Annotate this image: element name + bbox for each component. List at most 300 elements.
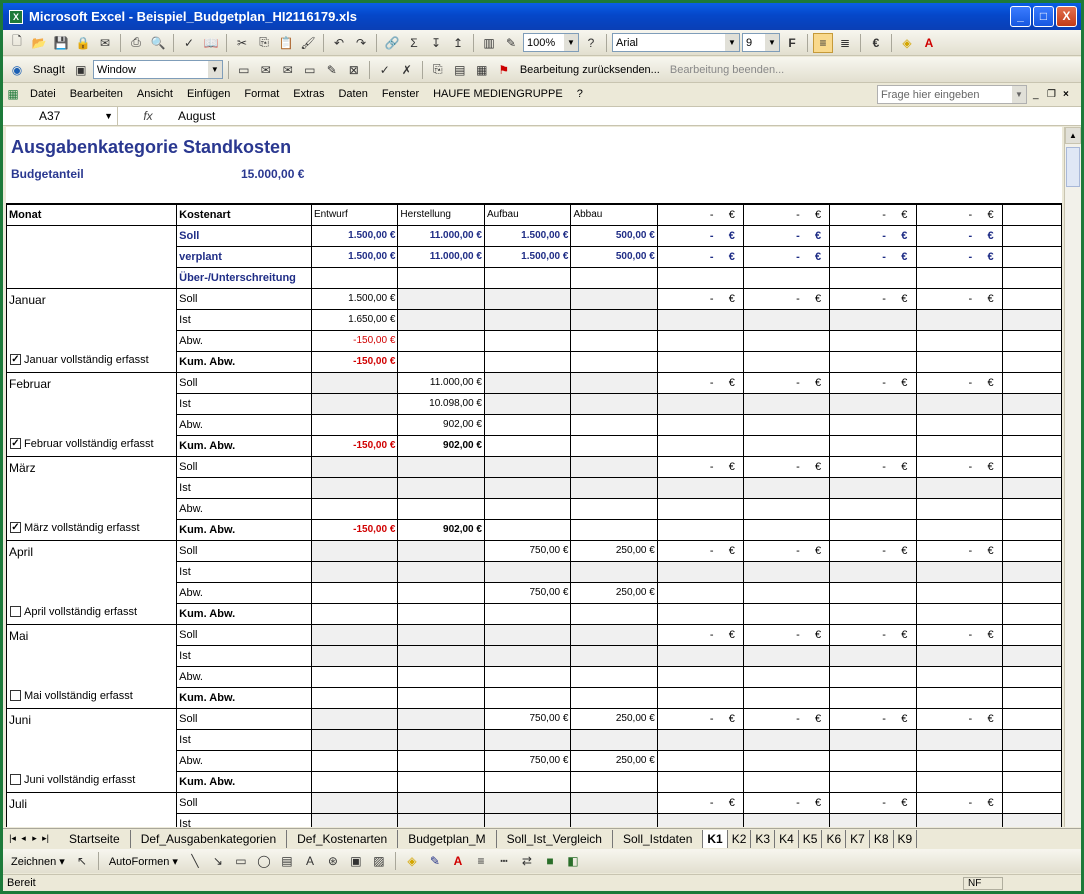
- review-icon-5[interactable]: ✎: [326, 62, 337, 77]
- scroll-thumb[interactable]: [1066, 147, 1080, 187]
- justify-icon[interactable]: ≣: [839, 35, 851, 50]
- window-combo[interactable]: [93, 60, 223, 79]
- sheet-tab[interactable]: Budgetplan_M: [398, 830, 496, 848]
- soll-value[interactable]: [398, 540, 485, 561]
- kum-value[interactable]: [571, 771, 657, 792]
- empty-cell[interactable]: [484, 813, 570, 827]
- worksheet[interactable]: [6, 127, 1062, 827]
- header-kostenart[interactable]: Kostenart: [177, 204, 312, 225]
- soll-value[interactable]: [484, 456, 570, 477]
- kum-value[interactable]: [398, 687, 485, 708]
- soll-label[interactable]: Soll: [177, 372, 312, 393]
- abw-label[interactable]: Abw.: [177, 582, 312, 603]
- empty-cell[interactable]: [657, 561, 743, 582]
- ist-value[interactable]: [398, 645, 485, 666]
- sort-asc-icon[interactable]: ↧: [430, 35, 442, 50]
- kum-value[interactable]: [398, 771, 485, 792]
- empty-cost-cell[interactable]: [744, 225, 830, 246]
- empty-cell[interactable]: [1002, 225, 1061, 246]
- empty-cell[interactable]: [1002, 750, 1061, 771]
- empty-cell[interactable]: [830, 771, 916, 792]
- kum-value[interactable]: 902,00 €: [398, 519, 485, 540]
- soll-value[interactable]: [398, 708, 485, 729]
- kum-value[interactable]: [484, 435, 570, 456]
- abw-value[interactable]: [311, 414, 397, 435]
- abw-value[interactable]: 902,00 €: [398, 414, 485, 435]
- month-complete-checkbox[interactable]: [10, 606, 137, 618]
- abw-value[interactable]: [311, 582, 397, 603]
- ist-value[interactable]: [484, 309, 570, 330]
- review-icon-7[interactable]: ✓: [379, 62, 390, 77]
- menu-help[interactable]: ?: [576, 88, 583, 100]
- empty-cost-cell[interactable]: [657, 225, 743, 246]
- empty-cell[interactable]: [830, 498, 916, 519]
- empty-cell[interactable]: [657, 351, 743, 372]
- ist-value[interactable]: [311, 561, 397, 582]
- empty-cell[interactable]: [916, 351, 1002, 372]
- oval-icon[interactable]: ◯: [257, 854, 271, 868]
- fill-color-icon[interactable]: ◈: [407, 854, 417, 868]
- arrow-style-icon[interactable]: ⇄: [521, 854, 532, 868]
- month-complete-checkbox[interactable]: [10, 690, 133, 702]
- vertical-scrollbar[interactable]: [1064, 127, 1081, 827]
- empty-cost-cell[interactable]: [830, 225, 916, 246]
- sheet-tab[interactable]: K6: [822, 830, 846, 848]
- ist-label[interactable]: Ist: [177, 477, 312, 498]
- empty-cell[interactable]: [744, 813, 830, 827]
- empty-cell[interactable]: [657, 498, 743, 519]
- empty-cell[interactable]: [1002, 687, 1061, 708]
- empty-cell[interactable]: [657, 393, 743, 414]
- empty-cell[interactable]: [830, 267, 916, 288]
- empty-cell[interactable]: [744, 729, 830, 750]
- minimize-button[interactable]: _: [1010, 6, 1031, 27]
- empty-cost-cell[interactable]: [916, 288, 1002, 309]
- empty-cell[interactable]: [744, 666, 830, 687]
- empty-cell[interactable]: [1002, 456, 1061, 477]
- empty-cell[interactable]: [916, 582, 1002, 603]
- permission-icon[interactable]: 🔒: [75, 35, 91, 50]
- kum-value[interactable]: -150,00 €: [311, 435, 397, 456]
- empty-cost-cell[interactable]: [657, 288, 743, 309]
- kum-label[interactable]: Kum. Abw.: [177, 435, 312, 456]
- abw-value[interactable]: 250,00 €: [571, 582, 657, 603]
- empty-cost-cell[interactable]: [830, 792, 916, 813]
- verplant-value[interactable]: 1.500,00 €: [484, 246, 570, 267]
- close-button[interactable]: X: [1056, 6, 1077, 27]
- soll-value[interactable]: [398, 288, 485, 309]
- empty-cost-cell[interactable]: [916, 204, 1002, 225]
- empty-cell[interactable]: [830, 750, 916, 771]
- empty-cell[interactable]: [1002, 414, 1061, 435]
- shadow-icon[interactable]: ■: [546, 854, 554, 868]
- header-c2[interactable]: Herstellung: [398, 204, 485, 225]
- empty-cost-cell[interactable]: [744, 456, 830, 477]
- sheet-tab[interactable]: Soll_Istdaten: [613, 830, 703, 848]
- abw-value[interactable]: [571, 330, 657, 351]
- font-color-icon[interactable]: A: [453, 854, 463, 868]
- verplant-value[interactable]: 500,00 €: [571, 246, 657, 267]
- paste-icon[interactable]: 📋: [278, 35, 294, 50]
- empty-cost-cell[interactable]: [830, 372, 916, 393]
- abw-label[interactable]: Abw.: [177, 666, 312, 687]
- abw-value[interactable]: [398, 750, 485, 771]
- sheet-tab[interactable]: K5: [799, 830, 823, 848]
- menu-einfuegen[interactable]: Einfügen: [186, 88, 231, 100]
- kum-label[interactable]: Kum. Abw.: [177, 351, 312, 372]
- empty-cell[interactable]: [744, 330, 830, 351]
- empty-cell[interactable]: [1002, 708, 1061, 729]
- soll-value[interactable]: [311, 540, 397, 561]
- email-icon[interactable]: ✉: [99, 35, 111, 50]
- sheet-tab[interactable]: K9: [894, 830, 918, 848]
- autoformen-menu[interactable]: AutoFormen ▾: [108, 855, 178, 868]
- ist-value[interactable]: [311, 477, 397, 498]
- euro-button[interactable]: €: [872, 35, 880, 50]
- ist-value[interactable]: [398, 729, 485, 750]
- kum-value[interactable]: [398, 603, 485, 624]
- kum-value[interactable]: [571, 687, 657, 708]
- abw-value[interactable]: [484, 330, 570, 351]
- soll-label[interactable]: Soll: [177, 624, 312, 645]
- new-icon[interactable]: 🗋: [12, 34, 22, 48]
- abw-value[interactable]: [398, 582, 485, 603]
- empty-cell[interactable]: [744, 351, 830, 372]
- empty-cell[interactable]: [916, 477, 1002, 498]
- empty-cell[interactable]: [311, 792, 397, 813]
- empty-cell[interactable]: [744, 435, 830, 456]
- empty-cost-cell[interactable]: [744, 540, 830, 561]
- help-icon[interactable]: ?: [587, 35, 595, 50]
- rectangle-icon[interactable]: ▭: [235, 854, 247, 868]
- textbox-icon[interactable]: ▤: [281, 854, 293, 868]
- empty-cell[interactable]: [1002, 603, 1061, 624]
- snagit-button[interactable]: SnagIt: [33, 63, 65, 76]
- zoom-combo[interactable]: [523, 33, 579, 52]
- doc-minimize-icon[interactable]: _: [1033, 88, 1039, 100]
- checkmark-icon[interactable]: ✓: [11, 354, 20, 365]
- soll-value[interactable]: [484, 624, 570, 645]
- empty-cell[interactable]: [1002, 624, 1061, 645]
- abw-value[interactable]: [571, 666, 657, 687]
- soll-value[interactable]: [311, 708, 397, 729]
- checkmark-icon[interactable]: ✓: [11, 438, 20, 449]
- empty-cell[interactable]: [744, 477, 830, 498]
- wordart-icon[interactable]: A: [305, 854, 314, 868]
- empty-cell[interactable]: [830, 603, 916, 624]
- kum-value[interactable]: [484, 603, 570, 624]
- empty-cell[interactable]: [744, 498, 830, 519]
- doc-close-icon[interactable]: ×: [1063, 88, 1069, 100]
- soll-value[interactable]: 250,00 €: [571, 708, 657, 729]
- review-icon-1[interactable]: ▭: [238, 62, 250, 77]
- review-icon-11[interactable]: ▦: [476, 62, 488, 77]
- empty-cell[interactable]: [830, 330, 916, 351]
- empty-cell[interactable]: [1002, 792, 1061, 813]
- chart-wizard-icon[interactable]: ▥: [483, 35, 495, 50]
- ist-value[interactable]: 10.098,00 €: [398, 393, 485, 414]
- menu-haufe[interactable]: HAUFE MEDIENGRUPPE: [433, 88, 563, 100]
- empty-cell[interactable]: [1002, 288, 1061, 309]
- empty-cell[interactable]: [657, 645, 743, 666]
- month-cell[interactable]: [7, 540, 177, 624]
- empty-cell[interactable]: [1002, 204, 1061, 225]
- hyperlink-icon[interactable]: 🔗: [384, 35, 400, 50]
- abw-value[interactable]: [398, 498, 485, 519]
- month-complete-checkbox[interactable]: [10, 522, 140, 534]
- empty-cell[interactable]: [1002, 393, 1061, 414]
- empty-cell[interactable]: [1002, 519, 1061, 540]
- soll-value[interactable]: 1.500,00 €: [484, 225, 570, 246]
- empty-cost-cell[interactable]: [916, 708, 1002, 729]
- line-color-icon[interactable]: ✎: [429, 854, 440, 868]
- empty-cell[interactable]: [744, 393, 830, 414]
- checkbox-empty-icon[interactable]: [10, 774, 21, 785]
- kum-value[interactable]: -150,00 €: [311, 351, 397, 372]
- empty-cell[interactable]: [830, 561, 916, 582]
- header-c4[interactable]: Abbau: [571, 204, 657, 225]
- last-tab-icon[interactable]: ▸|: [42, 833, 49, 843]
- soll-value[interactable]: [484, 288, 570, 309]
- empty-cell[interactable]: [830, 687, 916, 708]
- ist-value[interactable]: [311, 729, 397, 750]
- review-icon-10[interactable]: ▤: [454, 62, 466, 77]
- kum-label[interactable]: Kum. Abw.: [177, 519, 312, 540]
- empty-cell[interactable]: [657, 309, 743, 330]
- soll-value[interactable]: 250,00 €: [571, 540, 657, 561]
- empty-cost-cell[interactable]: [830, 540, 916, 561]
- empty-cell[interactable]: [311, 267, 397, 288]
- print-preview-icon[interactable]: 🔍: [150, 35, 166, 50]
- abw-value[interactable]: -150,00 €: [311, 330, 397, 351]
- empty-cell[interactable]: [657, 477, 743, 498]
- month-complete-checkbox[interactable]: [10, 438, 154, 450]
- empty-cell[interactable]: [657, 813, 743, 827]
- empty-cell[interactable]: [657, 267, 743, 288]
- month-cell[interactable]: [7, 624, 177, 708]
- empty-cell[interactable]: [830, 477, 916, 498]
- abw-value[interactable]: [571, 498, 657, 519]
- empty-cell[interactable]: [657, 750, 743, 771]
- empty-cell[interactable]: [744, 771, 830, 792]
- ist-value[interactable]: [398, 309, 485, 330]
- zeichnen-menu[interactable]: Zeichnen ▾: [11, 855, 65, 868]
- empty-cell[interactable]: [398, 792, 485, 813]
- kum-value[interactable]: [484, 771, 570, 792]
- soll-value[interactable]: [398, 624, 485, 645]
- soll-value[interactable]: [571, 372, 657, 393]
- empty-cost-cell[interactable]: [657, 204, 743, 225]
- snagit-icon[interactable]: ◉: [11, 62, 23, 77]
- end-edit-button[interactable]: Bearbeitung beenden...: [669, 63, 785, 76]
- empty-cost-cell[interactable]: [744, 792, 830, 813]
- maximize-button[interactable]: □: [1033, 6, 1054, 27]
- empty-cell[interactable]: [916, 267, 1002, 288]
- ist-value[interactable]: [484, 561, 570, 582]
- empty-cost-cell[interactable]: [916, 624, 1002, 645]
- sheet-tab[interactable]: K8: [870, 830, 894, 848]
- empty-cell[interactable]: [657, 771, 743, 792]
- empty-cell[interactable]: [657, 666, 743, 687]
- abw-value[interactable]: [484, 666, 570, 687]
- ist-label[interactable]: Ist: [177, 813, 312, 827]
- soll-label[interactable]: Soll: [177, 225, 312, 246]
- empty-cell[interactable]: [1002, 561, 1061, 582]
- month-cell[interactable]: Juli: [7, 792, 177, 827]
- soll-value[interactable]: [571, 624, 657, 645]
- menu-fenster[interactable]: Fenster: [381, 88, 420, 100]
- sheet-tab[interactable]: Soll_Ist_Vergleich: [497, 830, 613, 848]
- empty-cost-cell[interactable]: [830, 246, 916, 267]
- month-cell[interactable]: [7, 708, 177, 792]
- line-style-icon[interactable]: ≡: [477, 854, 485, 868]
- soll-value[interactable]: [398, 456, 485, 477]
- kum-value[interactable]: [571, 519, 657, 540]
- empty-cost-cell[interactable]: [916, 792, 1002, 813]
- empty-cell[interactable]: [916, 393, 1002, 414]
- ist-label[interactable]: Ist: [177, 393, 312, 414]
- empty-cell[interactable]: [916, 498, 1002, 519]
- sheet-tab[interactable]: K4: [775, 830, 799, 848]
- empty-cell[interactable]: [657, 435, 743, 456]
- checkmark-icon[interactable]: ✓: [11, 522, 20, 533]
- menu-daten[interactable]: Daten: [338, 88, 368, 100]
- sheet-tab[interactable]: K7: [846, 830, 870, 848]
- empty-cell[interactable]: [657, 519, 743, 540]
- soll-value[interactable]: 11.000,00 €: [398, 225, 485, 246]
- workbook-icon[interactable]: ▦: [7, 87, 19, 101]
- empty-cell[interactable]: [830, 393, 916, 414]
- abw-value[interactable]: [398, 666, 485, 687]
- empty-cell[interactable]: [1002, 309, 1061, 330]
- open-icon[interactable]: 📂: [31, 35, 47, 50]
- empty-cost-cell[interactable]: [830, 708, 916, 729]
- empty-cell[interactable]: [916, 309, 1002, 330]
- name-box[interactable]: [3, 107, 118, 125]
- month-cell[interactable]: [7, 288, 177, 372]
- prev-tab-icon[interactable]: ◂: [21, 833, 26, 843]
- empty-cost-cell[interactable]: [657, 540, 743, 561]
- ist-value[interactable]: [398, 477, 485, 498]
- kum-value[interactable]: [311, 771, 397, 792]
- review-icon-8[interactable]: ✗: [401, 62, 412, 77]
- empty-cell[interactable]: [916, 750, 1002, 771]
- menu-extras[interactable]: Extras: [293, 88, 325, 100]
- empty-cell[interactable]: [744, 750, 830, 771]
- sort-desc-icon[interactable]: ↥: [452, 35, 464, 50]
- empty-cell[interactable]: [744, 561, 830, 582]
- review-icon-4[interactable]: ▭: [304, 62, 316, 77]
- abw-label[interactable]: Abw.: [177, 498, 312, 519]
- empty-cell[interactable]: [830, 645, 916, 666]
- kum-label[interactable]: Kum. Abw.: [177, 603, 312, 624]
- empty-cell[interactable]: [916, 561, 1002, 582]
- empty-cell[interactable]: [744, 414, 830, 435]
- cut-icon[interactable]: ✂: [236, 35, 248, 50]
- empty-cell[interactable]: [916, 687, 1002, 708]
- kum-value[interactable]: [484, 519, 570, 540]
- month-complete-checkbox[interactable]: [10, 354, 149, 366]
- line-icon[interactable]: ╲: [191, 854, 199, 868]
- ist-value[interactable]: [311, 393, 397, 414]
- empty-cell[interactable]: [657, 582, 743, 603]
- empty-cell[interactable]: [830, 813, 916, 827]
- empty-cost-cell[interactable]: [657, 456, 743, 477]
- empty-cell[interactable]: [484, 267, 570, 288]
- dash-style-icon[interactable]: ┅: [500, 854, 508, 868]
- empty-cost-cell[interactable]: [657, 624, 743, 645]
- empty-cost-cell[interactable]: [744, 624, 830, 645]
- empty-cell[interactable]: [916, 330, 1002, 351]
- abw-value[interactable]: [571, 414, 657, 435]
- drawing-icon[interactable]: ✎: [505, 35, 517, 50]
- empty-cell[interactable]: [830, 309, 916, 330]
- menu-format[interactable]: Format: [244, 88, 280, 100]
- empty-cell[interactable]: [916, 813, 1002, 827]
- empty-cell[interactable]: [916, 414, 1002, 435]
- empty-cost-cell[interactable]: [916, 540, 1002, 561]
- next-tab-icon[interactable]: ▸: [32, 833, 37, 843]
- empty-cell[interactable]: [744, 267, 830, 288]
- ist-label[interactable]: Ist: [177, 561, 312, 582]
- empty-cell[interactable]: [830, 729, 916, 750]
- kum-label[interactable]: Kum. Abw.: [177, 687, 312, 708]
- bold-button[interactable]: F: [788, 35, 796, 50]
- doc-restore-icon[interactable]: ❐: [1047, 88, 1056, 100]
- empty-cell[interactable]: [744, 687, 830, 708]
- empty-cell[interactable]: [1002, 582, 1061, 603]
- empty-cost-cell[interactable]: [916, 246, 1002, 267]
- empty-cost-cell[interactable]: [657, 246, 743, 267]
- kum-value[interactable]: -150,00 €: [311, 519, 397, 540]
- abw-value[interactable]: [398, 330, 485, 351]
- font-combo[interactable]: [612, 33, 740, 52]
- align-left-icon[interactable]: ≡: [813, 33, 833, 53]
- menu-ansicht[interactable]: Ansicht: [136, 88, 173, 100]
- fill-color-icon[interactable]: ◈: [902, 35, 912, 50]
- ist-value[interactable]: [484, 477, 570, 498]
- verplant-value[interactable]: 11.000,00 €: [398, 246, 485, 267]
- empty-cell[interactable]: [744, 309, 830, 330]
- empty-cell[interactable]: [571, 267, 657, 288]
- kum-value[interactable]: 902,00 €: [398, 435, 485, 456]
- header-c1[interactable]: Entwurf: [311, 204, 397, 225]
- first-tab-icon[interactable]: |◂: [9, 833, 16, 843]
- empty-cost-cell[interactable]: [657, 372, 743, 393]
- help-search-input[interactable]: [877, 85, 1027, 104]
- verplant-value[interactable]: 1.500,00 €: [311, 246, 397, 267]
- empty-cell[interactable]: [657, 729, 743, 750]
- review-icon-2[interactable]: ✉: [260, 62, 271, 77]
- ist-value[interactable]: 1.650,00 €: [311, 309, 397, 330]
- empty-cell[interactable]: [830, 519, 916, 540]
- empty-cell[interactable]: [916, 666, 1002, 687]
- return-edit-button[interactable]: Bearbeitung zurücksenden...: [519, 63, 660, 76]
- ist-value[interactable]: [484, 645, 570, 666]
- kum-value[interactable]: [571, 435, 657, 456]
- empty-cost-cell[interactable]: [916, 225, 1002, 246]
- empty-cost-cell[interactable]: [830, 288, 916, 309]
- empty-cell[interactable]: [916, 603, 1002, 624]
- abw-value[interactable]: [484, 498, 570, 519]
- empty-cost-cell[interactable]: [744, 246, 830, 267]
- empty-cost-cell[interactable]: [830, 456, 916, 477]
- undo-icon[interactable]: ↶: [333, 35, 345, 50]
- empty-cell[interactable]: [830, 666, 916, 687]
- ist-label[interactable]: Ist: [177, 645, 312, 666]
- soll-label[interactable]: Soll: [177, 792, 312, 813]
- empty-cell[interactable]: [830, 414, 916, 435]
